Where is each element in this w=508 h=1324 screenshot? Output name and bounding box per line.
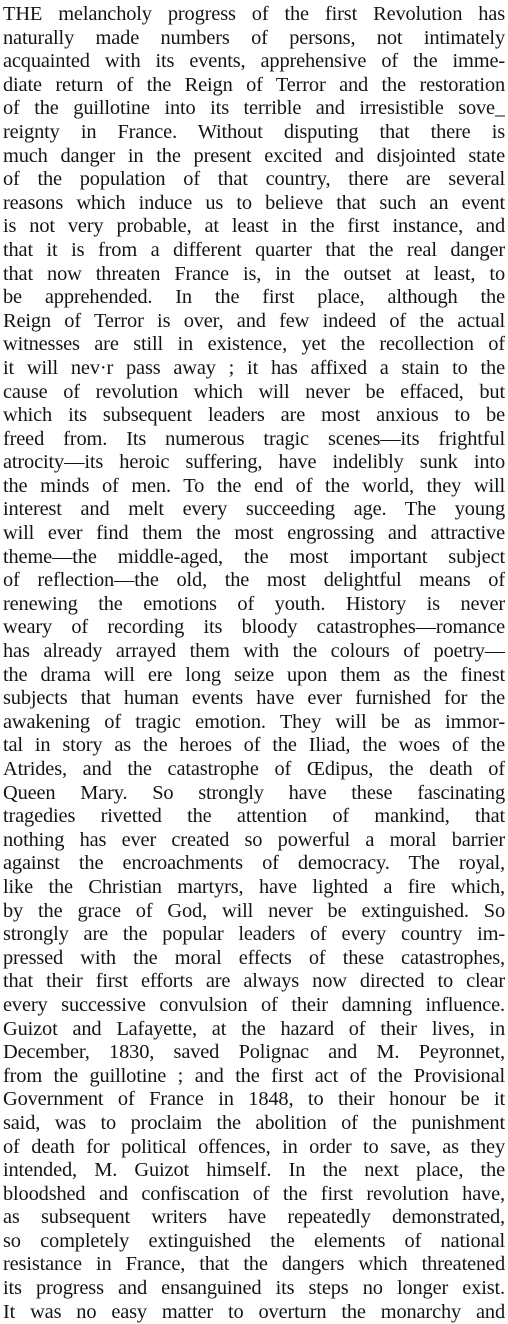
text-line: like the Christian martyrs, have lighted a fire which, bbox=[3, 875, 505, 898]
text-line: freed from. Its numerous tragic scenes—its frightful bbox=[3, 427, 505, 450]
text-line: subjects that human events have ever furnished for the bbox=[3, 687, 505, 710]
text-line: awakening of tragic emotion. They will be as immor- bbox=[3, 710, 505, 733]
text-line: resistance in France, that the dangers which threatened bbox=[3, 1253, 505, 1276]
text-line: that now threaten France is, in the outset at least, to bbox=[3, 262, 505, 285]
text-line: Government of France in 1848, to their honour be it bbox=[3, 1088, 505, 1111]
text-line: Reign of Terror is over, and few indeed of the actual bbox=[3, 309, 505, 332]
text-line: tragedies rivetted the attention of mankind, that bbox=[3, 805, 505, 828]
text-line: of death for political offences, in order to save, as they bbox=[3, 1135, 505, 1158]
text-line: reignty in France. Without disputing that there is bbox=[3, 120, 505, 143]
text-line: strongly are the popular leaders of every country im- bbox=[3, 923, 505, 946]
text-line: It was no easy matter to overturn the monarchy and bbox=[3, 1300, 505, 1323]
text-line: Guizot and Lafayette, at the hazard of their lives, in bbox=[3, 1017, 505, 1040]
text-line: against the encroachments of democracy. The royal, bbox=[3, 852, 505, 875]
text-line: the minds of men. To the end of the world, they will bbox=[3, 474, 505, 497]
text-line: THE melancholy progress of the first Revolution has bbox=[3, 3, 505, 25]
text-line: it will nev·r pass away ; it has affixed a stain to the bbox=[3, 356, 505, 379]
text-line: diate return of the Reign of Terror and the restoration bbox=[3, 73, 505, 96]
text-line: said, was to proclaim the abolition of the punishment bbox=[3, 1111, 505, 1134]
text-line: theme—the middle-aged, the most important subject bbox=[3, 545, 505, 568]
text-line: weary of recording its bloody catastrophes—romance bbox=[3, 616, 505, 639]
text-line: of the population of that country, there are several bbox=[3, 168, 505, 191]
text-line: its progress and ensanguined its steps no longer exist. bbox=[3, 1277, 505, 1300]
text-line: which its subsequent leaders are most anxious to be bbox=[3, 404, 505, 427]
text-line: atrocity—its heroic suffering, have indelibly sunk into bbox=[3, 451, 505, 474]
text-line: that it is from a different quarter that the real danger bbox=[3, 238, 505, 261]
text-line: witnesses are still in existence, yet the recollection of bbox=[3, 333, 505, 356]
text-line: naturally made numbers of persons, not intimately bbox=[3, 26, 505, 49]
text-line: as subsequent writers have repeatedly demonstrated, bbox=[3, 1206, 505, 1229]
text-line: of reflection—the old, the most delightful means of bbox=[3, 569, 505, 592]
text-line: the drama will ere long seize upon them as the finest bbox=[3, 663, 505, 686]
text-line: December, 1830, saved Polignac and M. Peyronnet, bbox=[3, 1041, 505, 1064]
text-line: intended, M. Guizot himself. In the next place, the bbox=[3, 1159, 505, 1182]
text-line: interest and melt every succeeding age. The young bbox=[3, 498, 505, 521]
text-line: be apprehended. In the first place, although the bbox=[3, 286, 505, 309]
text-line: of the guillotine into its terrible and irresistible sove_ bbox=[3, 97, 505, 120]
text-line: that their first efforts are always now directed to clear bbox=[3, 970, 505, 993]
text-line: cause of revolution which will never be effaced, but bbox=[3, 380, 505, 403]
text-line: nothing has ever created so powerful a moral barrier bbox=[3, 828, 505, 851]
text-line: will ever find them the most engrossing and attractive bbox=[3, 522, 505, 545]
text-line: every successive convulsion of their damning influence. bbox=[3, 993, 505, 1016]
text-line: so completely extinguished the elements of national bbox=[3, 1229, 505, 1252]
text-line: pressed with the moral effects of these catastrophes, bbox=[3, 946, 505, 969]
text-line: acquainted with its events, apprehensive of the imme- bbox=[3, 50, 505, 73]
text-line: tal in story as the heroes of the Iliad, the woes of the bbox=[3, 734, 505, 757]
article-column bbox=[3, 3, 505, 1324]
text-line: much danger in the present excited and disjointed state bbox=[3, 144, 505, 167]
text-line: Atrides, and the catastrophe of Œdipus, the death of bbox=[3, 758, 505, 780]
text-line: reasons which induce us to believe that such an event bbox=[3, 191, 505, 214]
text-line: has already arrayed them with the colours of poetry— bbox=[3, 640, 505, 663]
text-line: from the guillotine ; and the first act of the Provisional bbox=[3, 1064, 505, 1087]
text-line: bloodshed and confiscation of the first revolution have, bbox=[3, 1182, 505, 1205]
text-line: is not very probable, at least in the first instance, and bbox=[3, 215, 505, 238]
text-line: by the grace of God, will never be extinguished. So bbox=[3, 899, 505, 922]
text-line: Queen Mary. So strongly have these fascinating bbox=[3, 781, 505, 804]
text-line: renewing the emotions of youth. History is never bbox=[3, 592, 505, 615]
